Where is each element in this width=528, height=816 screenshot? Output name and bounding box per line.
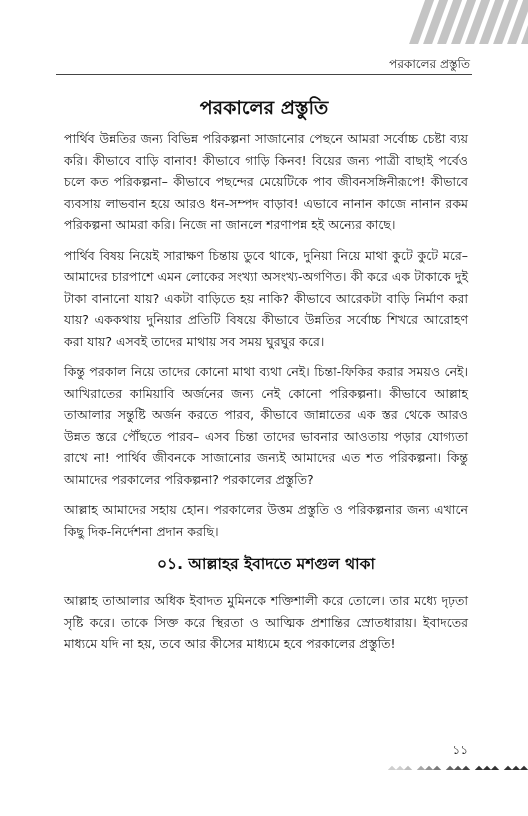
section-heading: ০১. আল্লাহর ইবাদতে মশগুল থাকা: [156, 555, 375, 573]
body-text: [64, 128, 468, 664]
page-title: পরকালের প্রস্তুতি: [199, 97, 329, 119]
running-head: পরকালের প্রস্তুতি: [389, 57, 470, 71]
paragraph: আল্লাহ আমাদের সহায় হোন। পরকালের উত্তম প্রস্তুতি ও পরিকল্পনার জন্য এখানে কিছু দিক-নির্দেশনা প্রদান করছি।: [64, 502, 468, 539]
decorative-diamond-border: [388, 760, 528, 770]
paragraph: পার্থিব বিষয় নিয়েই সারাক্ষণ চিন্তায় ডুবে থাকে, দুনিয়া নিয়ে মাথা কুটে কুটে মরে– আমাদের চারপাশে এমন লোকের সংখ্যা অসংখ্য-অগণিত। কী করে এক টাকাকে দুই টাকা বানানো যায়? একটা বাড়িতে হয় নাকি? কীভাবে আরেকটা বাড়ি নির্মাণ করা যায়? এককথায় দুনিয়ার প্রতিটি বিষয়ে কীভাবে উন্নতির সর্বোচ্চ শিখরে আরোহণ করা যায়? এসবই তাদের মাথায় সব সময় ঘুরঘুর করে।: [64, 247, 468, 349]
paragraph: কিন্তু পরকাল নিয়ে তাদের কোনো মাথা ব্যথা নেই। চিন্তা-ফিকির করার সময়ও নেই। আখিরাতের কামিয়াবি অর্জনের জন্য নেই কোনো পরিকল্পনা। কীভাবে আল্লাহ তাআলার সন্তুষ্টি অর্জন করতে পারব, কীভাবে জান্নাতের এক স্তর থেকে আরও উন্নত স্তরে পৌঁছতে পারব– এসব চিন্তা তাদের ভাবনার আওতায় পড়ার যোগ্যতা রাখে না! পার্থিব জীবনকে সাজানোর জন্যই আমাদের এত শত পরিকল্পনা। কিন্তু আমাদের পরকালের পরিকল্পনা? পরকালের প্রস্তুতি?: [64, 364, 468, 487]
paragraph: পার্থিব উন্নতির জন্য বিভিন্ন পরিকল্পনা সাজানোর পেছনে আমরা সর্বোচ্চ চেষ্টা ব্যয় করি। কীভাবে বাড়ি বানাব! কীভাবে গাড়ি কিনব! বিয়ের জন্য পাত্রী বাছাই পর্বেও চলে কত পরিকল্পনা– কীভাবে পছন্দের মেয়েটিকে পাব জীবনসঙ্গিনীরূপে! কীভাবে ব্যবসায় লাভবান হয়ে আরও ধন-সম্পদ বাড়াব! এভাবে নানান কাজে নানান রকম পরিকল্পনা আমরা করি। নিজে না জানলে শরণাপন্ন হই অন্যের কাছে।: [64, 131, 468, 232]
paragraph: আল্লাহ তাআলার অধিক ইবাদত মুমিনকে শক্তিশালী করে তোলে। তার মধ্যে দৃঢ়তা সৃষ্টি করে। তাকে সিক্ত করে স্থিরতা ও আত্মিক প্রশান্তির স্রোতধারায়। ইবাদতের মাধ্যমে যদি না হয়, তবে আর কীসের মাধ্যমে হবে পরকালের প্রস্তুতি!: [64, 593, 468, 651]
page-number: ১১: [452, 743, 468, 757]
header-divider: [56, 74, 472, 75]
decorative-stripes: [408, 0, 528, 44]
